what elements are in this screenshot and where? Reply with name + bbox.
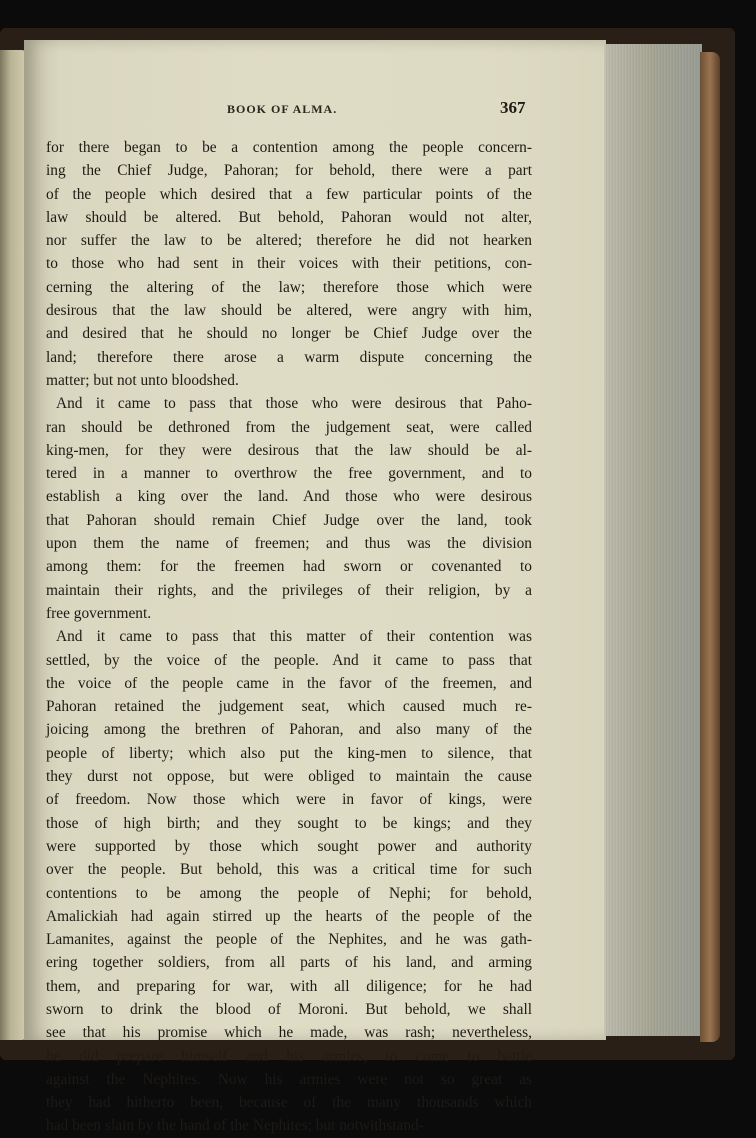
text-line: people of liberty; which also put the king-men to silence, that: [46, 744, 532, 762]
text-line: those of high birth; and they sought to be kings; and they: [46, 814, 532, 832]
text-line: ering together soldiers, from all parts of his land, and arming: [46, 954, 532, 972]
text-line: desirous that the law should be altered, were angry with him,: [46, 302, 532, 320]
text-line: And it came to pass that this matter of their contention was: [56, 628, 532, 646]
page-number: 367: [500, 98, 526, 117]
body-text: [46, 136, 532, 1138]
text-line: establish a king over the land. And those who were desirous: [46, 488, 532, 506]
text-line: tered in a manner to overthrow the free government, and to: [46, 465, 532, 483]
text-line: sworn to drink the blood of Moroni. But behold, we shall: [46, 1000, 532, 1018]
text-line: were supported by those which sought power and authority: [46, 837, 532, 855]
facing-page-edge: [0, 50, 26, 1040]
text-line: ing the Chief Judge, Pahoran; for behold, there were a part: [46, 162, 532, 180]
text-line: contentions to be among the people of Nephi; for behold,: [46, 884, 532, 902]
text-line: they durst not oppose, but were obliged to maintain the cause: [46, 768, 532, 786]
text-line: had been slain by the hand of the Nephites; but notwithstand-: [46, 1117, 424, 1135]
text-line: see that his promise which he made, was rash; nevertheless,: [46, 1024, 532, 1042]
text-line: law should be altered. But behold, Pahoran would not alter,: [46, 208, 532, 226]
text-line: free government.: [46, 604, 152, 622]
text-line: maintain their rights, and the privileges of their religion, by a: [46, 581, 532, 599]
running-head: BOOK OF ALMA.: [227, 102, 338, 116]
text-line: And it came to pass that those who were desirous that Paho-: [56, 395, 532, 413]
text-line: among them: for the freemen had sworn or covenanted to: [46, 558, 532, 576]
text-line: settled, by the voice of the people. And it came to pass that: [46, 651, 532, 669]
text-line: that Pahoran should remain Chief Judge over the land, took: [46, 511, 532, 529]
text-line: joicing among the brethren of Pahoran, and also many of the: [46, 721, 532, 739]
text-line: for there began to be a contention among the people concern-: [46, 139, 532, 156]
binding-edge: [700, 52, 720, 1042]
text-line: ran should be dethroned from the judgement seat, were called: [46, 418, 532, 436]
text-line: of freedom. Now those which were in favor of kings, were: [46, 791, 532, 809]
page-block-edges: [604, 44, 702, 1036]
text-line: over the people. But behold, this was a critical time for such: [46, 861, 532, 879]
text-line: Lamanites, against the people of the Nephites, and he was gath-: [46, 931, 532, 949]
text-line: king-men, for they were desirous that the law should be al-: [46, 441, 532, 459]
text-line: of the people which desired that a few particular points of the: [46, 185, 532, 203]
text-line: cerning the altering of the law; therefore those which were: [46, 278, 532, 296]
text-line: land; therefore there arose a warm dispute concerning the: [46, 348, 532, 366]
text-line: they had hitherto been, because of the many thousands which: [46, 1094, 532, 1112]
text-line: to those who had sent in their voices with their petitions, con-: [46, 255, 532, 273]
text-line: matter; but not unto bloodshed.: [46, 371, 239, 389]
text-line: Pahoran retained the judgement seat, which caused much re-: [46, 698, 532, 716]
text-line: he did prepare himself and his armies, to come to battle: [46, 1047, 532, 1065]
text-line: them, and preparing for war, with all diligence; for he had: [46, 977, 532, 995]
text-line: the voice of the people came in the favor of the freemen, and: [46, 674, 532, 692]
text-line: nor suffer the law to be altered; therefore he did not hearken: [46, 232, 532, 250]
page-header: [24, 98, 606, 122]
text-line: upon them the name of freemen; and thus was the division: [46, 535, 532, 553]
text-line: Amalickiah had again stirred up the hearts of the people of the: [46, 907, 532, 925]
text-line: against the Nephites. Now his armies were not so great as: [46, 1070, 532, 1088]
text-line: and desired that he should no longer be Chief Judge over the: [46, 325, 532, 343]
